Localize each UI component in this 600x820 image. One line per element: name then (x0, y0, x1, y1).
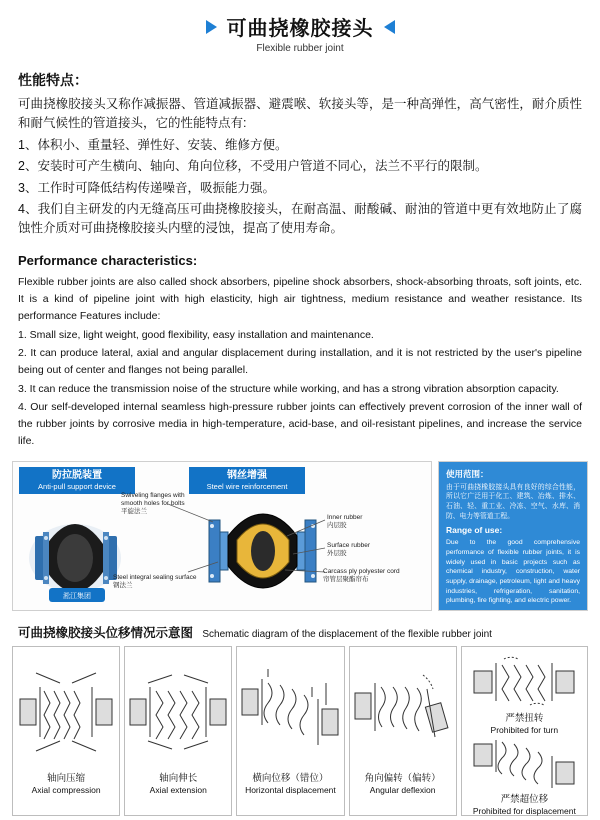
tag-steel-wire-en: Steel wire reinforcement (206, 481, 288, 491)
axial-extension-en: Axial extension (149, 785, 207, 796)
schematic-cell-axial-extension (124, 646, 232, 816)
tag-anti-pull-en: Anti-pull support device (38, 481, 116, 491)
horizontal-displacement-caption (244, 771, 337, 798)
triangle-right-icon (384, 20, 395, 34)
schematic-cell-prohibited (461, 646, 588, 816)
photo-product (29, 524, 121, 592)
features-cn-p3: 3、工作时可降低结构传递噪音，吸振能力强。 (18, 180, 275, 195)
callout-swiveling-flanges-en2: smooth holes for bolts (121, 499, 185, 507)
schematic-cell-angular-deflexion (349, 646, 457, 816)
axial-extension-caption (149, 771, 208, 798)
prohibited-turn-caption (490, 711, 560, 738)
prohibited-turn-en: Prohibited for turn (490, 725, 559, 736)
horizontal-displacement-diagram (238, 653, 342, 771)
content-body (0, 54, 600, 451)
schematic-cell-horizontal-displacement (236, 646, 344, 816)
callout-swiveling-flanges (121, 492, 185, 516)
horizontal-displacement-cn: 横向位移（错位） (252, 772, 329, 784)
axial-compression-diagram (14, 653, 118, 771)
page-title-cn: 可曲挠橡胶接头 (226, 18, 374, 40)
range-heading-cn: 使用范围： (446, 468, 489, 479)
angular-deflexion-en: Angular deflexion (369, 785, 436, 796)
callout-carcass-ply-en: Carcass ply polyester cord (323, 567, 400, 575)
features-cn-heading: 性能特点： (18, 72, 88, 88)
schematic-row (12, 646, 588, 816)
page-header (0, 0, 600, 54)
features-cn-p1: 1、体积小、重量轻、弹性好、安装、维修方便。 (18, 137, 288, 152)
axial-compression-caption (31, 771, 102, 798)
prohibited-displacement-cn: 严禁超位移 (500, 794, 549, 806)
callout-inner-rubber (327, 514, 362, 530)
features-en-p4: 4. Our self-developed internal seamless high-pressure rubber joints can effectively prevent corrosion of the inner wall of the rubber joints by corrosive media in high-temperature, acid-base, and oil-resistant pipelines, and increase the service life. (18, 400, 582, 448)
brand-badge (49, 588, 105, 602)
features-cn-p0: 可曲挠橡胶接头又称作减振器、管道减振器、避震喉、软接头等，是一种高弹性，高气密性，耐介质性和耐气候性的管道接头，它的性能特点有: (18, 97, 582, 131)
features-cn-p2: 2、安装时可产生横向、轴向、角向位移，不受用户管道不同心，法兰不平行的限制。 (18, 159, 488, 174)
callout-swiveling-flanges-en1: Swiveling flanges with (121, 491, 185, 499)
svg-text:淞江集团: 淞江集团 (63, 592, 91, 600)
features-en-heading: Performance characteristics: (18, 252, 198, 268)
axial-compression-cn: 轴向压缩 (47, 772, 86, 784)
range-heading-en: Range of use: (446, 525, 503, 536)
schematic-title-en: Schematic diagram of the displacement of the flexible rubber joint (202, 628, 492, 640)
callout-surface-rubber-en: Surface rubber (327, 541, 370, 549)
callout-sealing-surface-en: Steel integral sealing surface (113, 573, 197, 581)
range-body-cn: 由于可曲挠橡胶接头具有良好的综合性能，所以它广泛用于化工、建筑、冶炼、排水、石油、轻、重工业、冷冻、空气、水库、消防、电力等管道工程。 (446, 483, 580, 520)
horizontal-displacement-en: Horizontal displacement (245, 785, 336, 796)
axial-compression-en: Axial compression (31, 785, 101, 796)
range-body-en: Due to the good comprehensive performance of flexible rubber joints, it is widely used in basic projects such as chemical industry, construction, water supply, drainage, petroleum, light and heavy industries, refrigeration, sanitation, plumbing, fire fighting, and electric power. (446, 539, 580, 605)
page-title-en: Flexible rubber joint (256, 43, 344, 54)
callout-carcass-ply-cn: 帘管层聚酯帘布 (323, 575, 369, 583)
features-en-p0: Flexible rubber joints are also called shock absorbers, pipeline shock absorbers, shock-absorbing throats, soft joints, etc. It is a kind of pipeline joint with high elasticity, high air tightness, medium resistance and weather resistance. Its performance Features include: (18, 275, 582, 323)
angular-deflexion-cn: 角向偏转（偏转） (364, 772, 441, 784)
features-en-p2: 2. It can produce lateral, axial and angular displacement during installation, and it is not restricted by the user's pipeline being out of center and flanges not being parallel. (18, 346, 582, 377)
figure-band (12, 461, 588, 611)
axial-extension-diagram (126, 653, 230, 771)
callout-inner-rubber-cn: 内层胶 (327, 521, 347, 529)
range-of-use-box (438, 461, 588, 611)
callout-sealing-surface (113, 574, 196, 590)
callout-swiveling-flanges-cn: 平旋法兰 (121, 508, 147, 515)
angular-deflexion-caption (364, 771, 442, 798)
triangle-left-icon (206, 20, 217, 34)
callout-sealing-surface-cn: 钢法兰 (113, 581, 133, 589)
prohibited-displacement-diagram (468, 738, 580, 792)
title-row (0, 12, 600, 41)
schematic-title-cn: 可曲挠橡胶接头位移情况示意图 (18, 625, 194, 640)
callout-surface-rubber-cn: 外层胶 (327, 549, 347, 557)
prohibited-displacement-en: Prohibited for displacement (472, 806, 576, 817)
schematic-title (18, 623, 582, 641)
axial-extension-cn: 轴向伸长 (159, 772, 198, 784)
features-en-p1: 1. Small size, light weight, good flexibility, easy installation and maintenance. (18, 328, 374, 341)
tag-anti-pull (19, 467, 135, 494)
prohibited-turn-cn: 严禁扭转 (505, 712, 544, 724)
callout-inner-rubber-en: Inner rubber (327, 513, 363, 521)
schematic-cell-axial-compression (12, 646, 120, 816)
features-cn-p4: 4、我们自主研发的内无缝高压可曲挠橡胶接头，在耐高温、耐酸碱、耐油的管道中更有效地防止了腐蚀性介质对可曲挠橡胶接头内壁的浸蚀，提高了使用寿命。 (18, 201, 582, 236)
angular-deflexion-diagram (351, 653, 455, 771)
tag-steel-wire-cn: 钢丝增强 (227, 469, 267, 481)
product-diagram (12, 461, 432, 611)
tag-steel-wire (189, 467, 305, 494)
features-en-p3: 3. It can reduce the transmission noise of the structure while working, and has a strong vibration absorption capacity. (18, 382, 559, 395)
tag-anti-pull-cn: 防拉脱装置 (52, 469, 102, 481)
callout-carcass-ply (323, 568, 400, 584)
prohibited-displacement-caption (472, 792, 577, 819)
prohibited-turn-diagram (468, 653, 580, 711)
callout-surface-rubber (327, 542, 370, 558)
